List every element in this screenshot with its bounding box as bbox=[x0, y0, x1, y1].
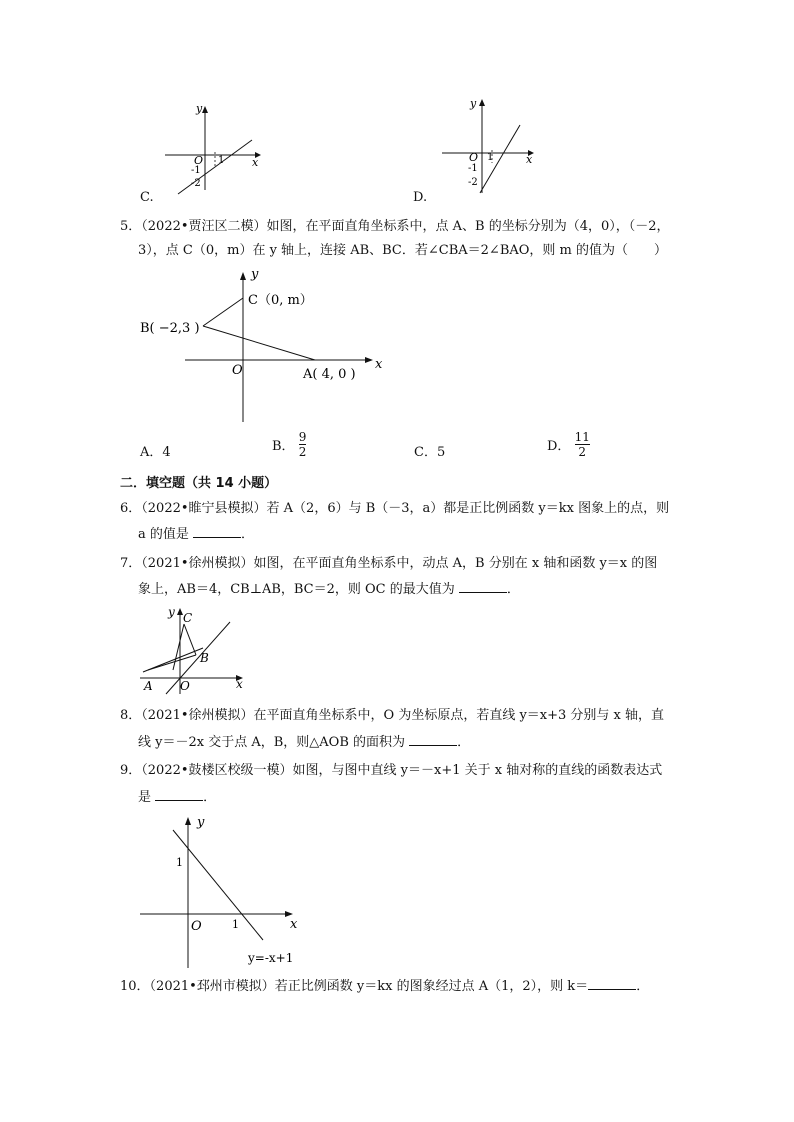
q8-text-line2-body: 线 y＝－2x 交于点 A，B，则△AOB 的面积为 bbox=[138, 735, 410, 750]
q5-option-d-fraction bbox=[575, 430, 590, 459]
q5-text-line1: 5．（2022•贾汪区二模）如图，在平面直角坐标系中，点 A、B 的坐标分别为（4，0），（－2， bbox=[120, 219, 670, 234]
q9-graph bbox=[135, 810, 310, 975]
q7-text-line2 bbox=[138, 580, 698, 599]
q6-end: ． bbox=[241, 527, 255, 542]
q4-option-c: C. bbox=[140, 190, 154, 205]
q4d-tick-1: 1 bbox=[487, 152, 494, 163]
q4c-tick-1: 1 bbox=[218, 155, 225, 166]
q7-point-c: C bbox=[183, 611, 193, 625]
q4c-tick-m2: -2 bbox=[191, 178, 201, 189]
q8-end: ． bbox=[457, 735, 471, 750]
q7-graph bbox=[138, 600, 253, 695]
q5-option-b-numerator: 9 bbox=[298, 430, 307, 444]
q10-end: ． bbox=[636, 979, 650, 994]
q7-point-b: B bbox=[200, 651, 209, 665]
q4c-origin: O bbox=[194, 154, 204, 167]
q9-tick-x1: 1 bbox=[232, 918, 239, 931]
q4c-y-label: y bbox=[196, 102, 203, 115]
q5-point-a: A( 4, 0 ) bbox=[303, 367, 356, 382]
q10-answer-blank[interactable] bbox=[588, 977, 636, 990]
q5-option-c: C．5 bbox=[414, 445, 446, 460]
q4d-y-label: y bbox=[470, 97, 477, 110]
q7-end: ． bbox=[506, 582, 520, 597]
q5-point-c: C（0, m） bbox=[248, 293, 313, 308]
q4-option-d: D. bbox=[413, 190, 428, 205]
q5-origin: O bbox=[232, 363, 243, 378]
q4-option-c-graph bbox=[160, 100, 270, 195]
q9-text-line2 bbox=[138, 788, 698, 807]
q4d-tick-m2: -2 bbox=[468, 177, 478, 188]
q5-option-b-denominator: 2 bbox=[298, 445, 307, 459]
q5-point-b: B( −2,3 ) bbox=[140, 321, 200, 336]
q7-y-label: y bbox=[168, 605, 175, 619]
q7-text-line1: 7．（2021•徐州模拟）如图，在平面直角坐标系中，动点 A，B 分别在 x 轴和函数 y＝x 的图 bbox=[120, 556, 658, 571]
q4c-x-label: x bbox=[252, 156, 259, 169]
q7-point-a: A bbox=[144, 679, 153, 693]
q9-answer-blank[interactable] bbox=[155, 788, 203, 801]
q5-option-d-numerator: 11 bbox=[574, 430, 590, 444]
q9-line-equation: y=-x+1 bbox=[248, 951, 294, 965]
q9-tick-y1: 1 bbox=[176, 856, 183, 869]
q8-text-line1: 8．（2021•徐州模拟）在平面直角坐标系中，O 为坐标原点，若直线 y＝x+3 分别与 x 轴，直 bbox=[120, 708, 665, 723]
q6-text-line1: 6．（2022•睢宁县模拟）若 A（2，6）与 B（－3，a）都是正比例函数 y＝kx 图象上的点，则 bbox=[120, 501, 670, 516]
q6-text-line2-body: a 的值是 bbox=[138, 527, 194, 542]
q5-option-b bbox=[272, 430, 306, 459]
q5-y-label: y bbox=[251, 267, 259, 282]
q4-option-d-graph bbox=[440, 95, 550, 195]
q5-option-d-label: D． bbox=[547, 439, 571, 454]
q4d-x-label: x bbox=[526, 153, 533, 166]
q10-text-line1 bbox=[120, 977, 680, 996]
q9-text-line2-body: 是 bbox=[138, 790, 156, 805]
q7-answer-blank[interactable] bbox=[459, 580, 507, 593]
q6-text-line2 bbox=[138, 525, 698, 544]
q7-text-line2-body: 象上，AB＝4，CB⊥AB，BC＝2，则 OC 的最大值为 bbox=[138, 582, 459, 597]
q4c-tick-m1: -1 bbox=[191, 165, 201, 176]
q9-text-line1: 9．（2022•鼓楼区校级一模）如图，与图中直线 y＝－x+1 关于 x 轴对称的直线的函数表达式 bbox=[120, 763, 663, 778]
q5-x-label: x bbox=[375, 357, 383, 372]
q5-option-d-denominator: 2 bbox=[578, 445, 587, 459]
q5-option-b-fraction bbox=[299, 430, 307, 459]
q4d-tick-m1: -1 bbox=[468, 163, 478, 174]
q8-answer-blank[interactable] bbox=[409, 733, 457, 746]
q6-answer-blank[interactable] bbox=[193, 525, 241, 538]
q9-y-label: y bbox=[197, 815, 205, 830]
q5-text-line2: 3），点 C（0，m）在 y 轴上，连接 AB、BC．若∠CBA＝2∠BAO，则 m 的值为（ ） bbox=[138, 243, 668, 258]
q9-end: ． bbox=[203, 790, 217, 805]
q7-x-label: x bbox=[236, 677, 243, 691]
q5-option-d bbox=[547, 430, 590, 459]
q5-option-a: A．4 bbox=[140, 445, 171, 460]
q10-text-body: 10．（2021•邳州市模拟）若正比例函数 y＝kx 的图象经过点 A（1，2），则 k＝ bbox=[120, 979, 589, 994]
section-fill-in-heading: 二．填空题（共 14 小题） bbox=[120, 476, 278, 491]
q5-option-b-label: B． bbox=[272, 439, 295, 454]
q4d-origin: O bbox=[469, 151, 479, 164]
q9-x-label: x bbox=[290, 917, 298, 932]
q7-origin: O bbox=[180, 679, 190, 693]
q8-text-line2 bbox=[138, 733, 698, 752]
q9-origin: O bbox=[191, 919, 202, 934]
q5-graph bbox=[135, 262, 395, 427]
